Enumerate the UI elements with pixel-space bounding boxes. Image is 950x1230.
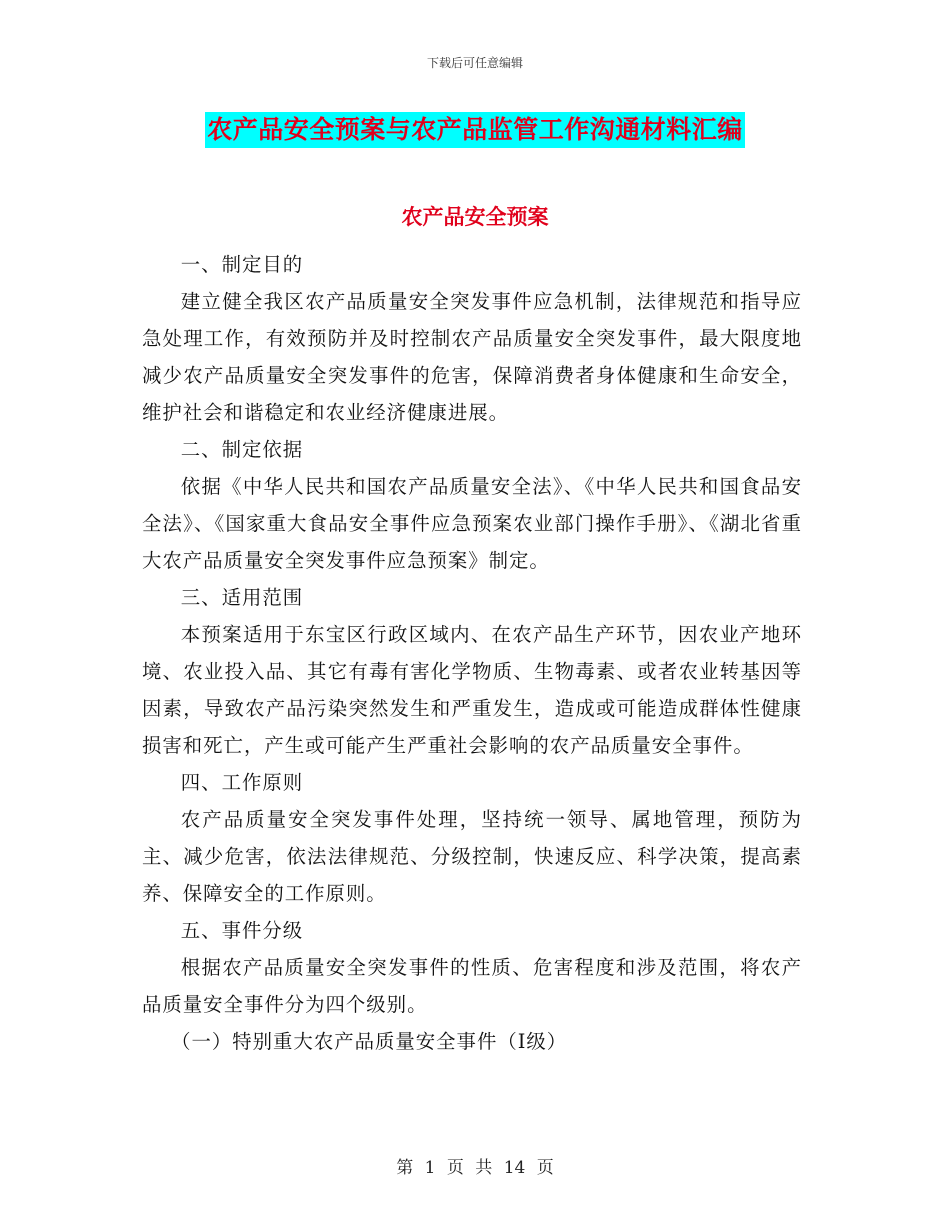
document-title: 农产品安全预案与农产品监管工作沟通材料汇编 xyxy=(205,112,745,148)
document-body xyxy=(142,246,802,1060)
subheading-level-one: （一）特别重大农产品质量安全事件（Ⅰ级） xyxy=(171,1030,568,1053)
heading-scope: 三、适用范围 xyxy=(180,586,304,609)
heading-basis: 二、制定依据 xyxy=(180,438,304,461)
document-title-container xyxy=(0,112,950,148)
paragraph-scope: 本预案适用于东宝区行政区域内、在农产品生产环节，因农业产地环境、农业投入品、其它有毒有害化学物质、生物毒素、或者农业转基因等因素，导致农产品污染突然发生和严重发生，造成或可能造成群体性健康损害和死亡，产生或可能产生严重社会影响的农产品质量安全事件。 xyxy=(142,623,802,757)
heading-principles: 四、工作原则 xyxy=(180,771,304,794)
page-footer: 第 1 页 共 14 页 xyxy=(396,1158,554,1178)
paragraph-classification: 根据农产品质量安全突发事件的性质、危害程度和涉及范围，将农产品质量安全事件分为四个级别。 xyxy=(142,956,802,1016)
header-note: 下载后可任意编辑 xyxy=(426,56,523,70)
paragraph-purpose: 建立健全我区农产品质量安全突发事件应急机制，法律规范和指导应急处理工作，有效预防并及时控制农产品质量安全突发事件，最大限度地减少农产品质量安全突发事件的危害，保障消费者身体健康和生命安全，维护社会和谐稳定和农业经济健康进展。 xyxy=(142,290,802,424)
paragraph-principles: 农产品质量安全突发事件处理，坚持统一领导、属地管理，预防为主、减少危害，依法法律规范、分级控制，快速反应、科学决策，提高素养、保障安全的工作原则。 xyxy=(142,808,802,905)
heading-purpose: 一、制定目的 xyxy=(180,253,304,276)
section-title: 农产品安全预案 xyxy=(401,204,549,229)
heading-classification: 五、事件分级 xyxy=(180,919,304,942)
paragraph-basis: 依据《中华人民共和国农产品质量安全法》、《中华人民共和国食品安全法》、《国家重大食品安全事件应急预案农业部门操作手册》、《湖北省重大农产品质量安全突发事件应急预案》制定。 xyxy=(142,475,802,572)
